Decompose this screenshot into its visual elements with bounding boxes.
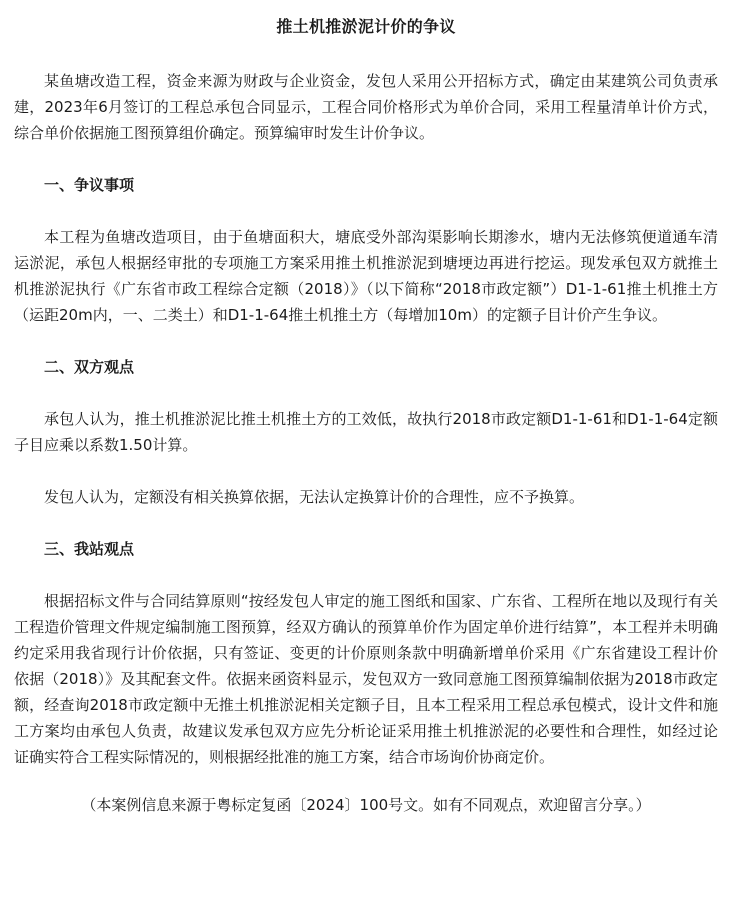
- contractor-position-paragraph: 承包人认为，推土机推淤泥比推土机推土方的工效低，故执行2018市政定额D1-1-61和D1-1-64定额子目应乘以系数1.50计算。: [14, 410, 718, 454]
- section-heading-opinion: 三、我站观点: [44, 540, 135, 558]
- section-heading-dispute: 一、争议事项: [44, 176, 135, 194]
- section-heading-positions: 二、双方观点: [44, 358, 135, 376]
- opinion-paragraph: 根据招标文件与合同结算原则“按经发包人审定的施工图纸和国家、广东省、工程所在地以及现行有关工程造价管理文件规定编制施工图预算，经双方确认的预算单价作为固定单价进行结算”，本工程并未明确约定采用我省现行计价依据，只有签证、变更的计价原则条款中明确新增单价采用《广东省建设工程计价依据（2018）》及其配套文件。依据来函资料显示，发包双方一致同意施工图预算编制依据为2018市政定额，经查询2018市政定额中无推土机推淤泥相关定额子目，且本工程采用工程总承包模式，设计文件和施工方案均由承包人负责，故建议发承包双方应先分析论证采用推土机推淤泥的必要性和合理性，如经过论证确实符合工程实际情况的，则根据经批准的施工方案，结合市场询价协商定价。: [14, 592, 718, 766]
- dispute-paragraph: 本工程为鱼塘改造项目，由于鱼塘面积大，塘底受外部沟渠影响长期渗水，塘内无法修筑便道通车清运淤泥，承包人根据经审批的专项施工方案采用推土机推淤泥到塘埂边再进行挖运。现发承包双方就推土机推淤泥执行《广东省市政工程综合定额（2018）》（以下简称“2018市政定额”）D1-1-61推土机推土方（运距20m内，一、二类土）和D1-1-64推土机推土方（每增加10m）的定额子目计价产生争议。: [14, 228, 718, 324]
- employer-position-paragraph: 发包人认为，定额没有相关换算依据，无法认定换算计价的合理性，应不予换算。: [44, 488, 585, 506]
- source-note: （本案例信息来源于粤标定复函〔2024〕100号文。如有不同观点，欢迎留言分享。）: [81, 796, 651, 814]
- article-title: 推土机推淤泥计价的争议: [276, 17, 456, 36]
- intro-paragraph: 某鱼塘改造工程，资金来源为财政与企业资金，发包人采用公开招标方式，确定由某建筑公司负责承建，2023年6月签订的工程总承包合同显示，工程合同价格形式为单价合同，采用工程量清单计价方式，综合单价依据施工图预算组价确定。预算编审时发生计价争议。: [14, 72, 718, 142]
